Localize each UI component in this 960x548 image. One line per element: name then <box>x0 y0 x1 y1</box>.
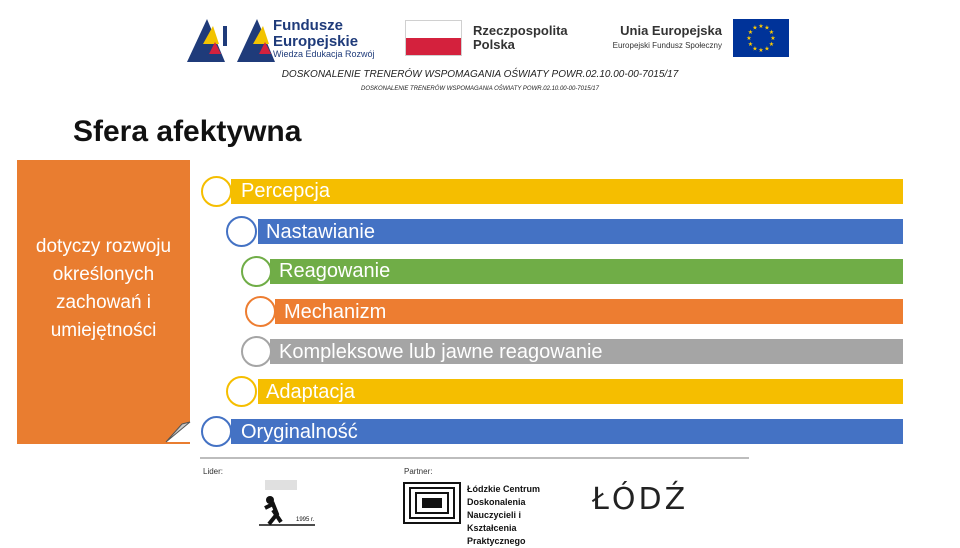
level-label: Adaptacja <box>266 381 355 403</box>
project-line-2: DOSKONALENIE TRENERÓW WSPOMAGANIA OŚWIATY POWR.02.10.00-00-7015/17 <box>361 86 599 92</box>
level-label: Mechanizm <box>284 301 387 323</box>
polish-flag-icon <box>405 20 462 56</box>
svg-text:★: ★ <box>758 47 764 54</box>
slide-title: Sfera afektywna <box>73 115 302 148</box>
svg-text:★: ★ <box>758 23 764 30</box>
level-bullet-icon <box>241 336 272 367</box>
level-bullet-icon <box>245 296 276 327</box>
level-bullet-icon <box>201 176 232 207</box>
partner-name: Łódzkie Centrum Doskonalenia Nauczycieli i Kształcenia Praktycznego <box>467 484 541 546</box>
level-bullet-icon <box>226 216 257 247</box>
svg-text:★: ★ <box>768 29 775 36</box>
level-bullet-icon <box>226 376 257 407</box>
level-label: Kompleksowe lub jawne reagowanie <box>279 341 603 363</box>
level-bullet-icon <box>201 416 232 447</box>
level-label: Reagowanie <box>279 260 391 282</box>
svg-text:★: ★ <box>768 41 775 48</box>
svg-text:★: ★ <box>747 29 754 36</box>
svg-text:★: ★ <box>746 35 752 42</box>
lider-year: 1995 r. <box>296 517 315 523</box>
level-label: Nastawianie <box>266 221 375 243</box>
eu-flag-icon <box>733 19 789 57</box>
footer-divider <box>200 457 749 459</box>
lider-label: Lider: <box>203 467 224 476</box>
svg-text:★: ★ <box>752 45 758 53</box>
fe-name: Fundusze Europejskie <box>273 17 359 50</box>
project-line-1: DOSKONALENIE TRENERÓW WSPOMAGANIA OŚWIATY POWR.02.10.00-00-7015/17 <box>281 69 679 80</box>
ue-fund: Europejski Fundusz Społeczny <box>612 41 722 50</box>
level-label: Percepcja <box>241 180 330 202</box>
partner-label: Partner: <box>404 467 433 476</box>
page-curl-icon <box>160 412 192 444</box>
rp-name: Rzeczpospolita Polska <box>473 23 568 52</box>
svg-text:★: ★ <box>764 45 770 53</box>
fe-program: Wiedza Edukacja Rozwój <box>273 49 375 59</box>
level-bullet-icon <box>241 256 272 287</box>
svg-text:★: ★ <box>752 24 758 32</box>
note-text: dotyczy rozwoju określonych zachowań i umiejętności <box>35 236 172 341</box>
lodz-logo: ŁÓDŹ <box>592 482 689 517</box>
svg-text:★: ★ <box>770 35 776 42</box>
ue-name: Unia Europejska <box>620 23 722 38</box>
level-label: Oryginalność <box>241 421 358 443</box>
level-bar <box>231 179 903 204</box>
svg-text:★: ★ <box>747 41 754 48</box>
svg-text:★: ★ <box>764 24 770 32</box>
lcdnikp-logo-icon <box>403 482 461 524</box>
